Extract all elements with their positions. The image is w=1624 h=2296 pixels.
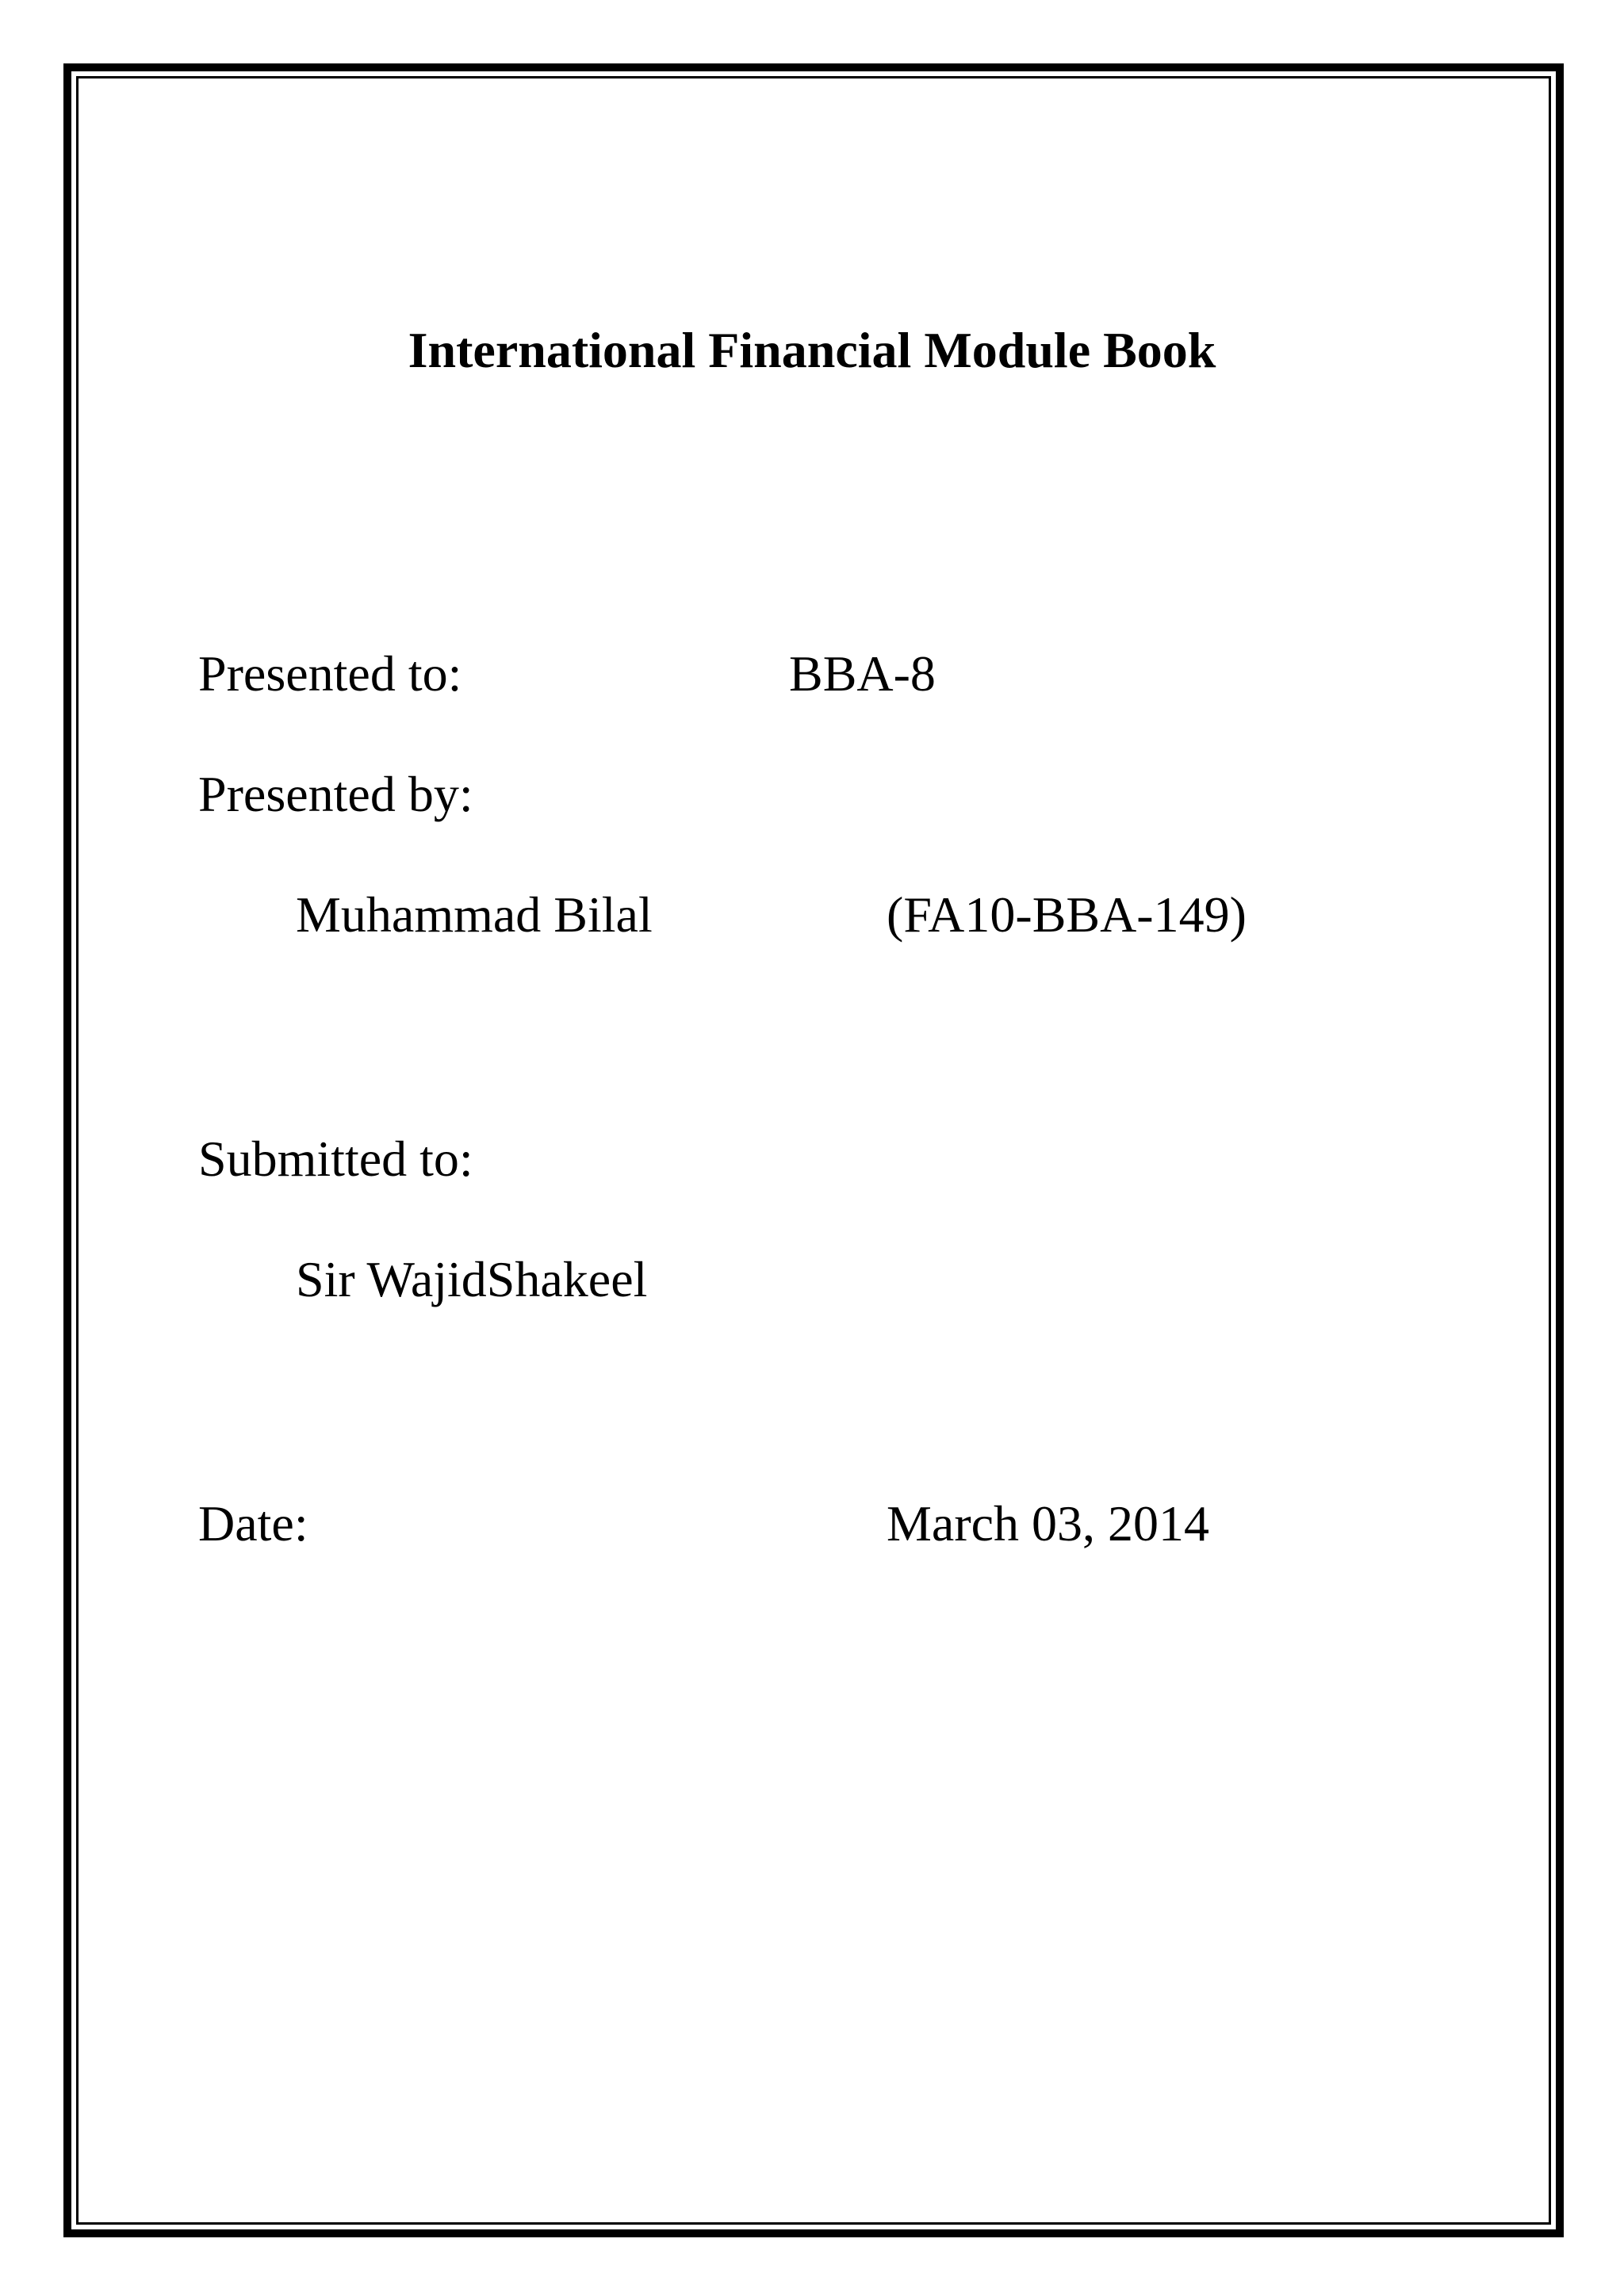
submitted-to-name: Sir WajidShakeel [296,1251,648,1307]
presented-to-value: BBA-8 [789,645,936,702]
presented-to-label: Presented to: [198,645,462,702]
date-value: March 03, 2014 [887,1495,1210,1552]
document-title: International Financial Module Book [408,322,1216,378]
presenter-id: (FA10-BBA-149) [887,886,1247,943]
presented-by-label: Presented by: [198,766,473,822]
submitted-to-label: Submitted to: [198,1131,473,1187]
date-label: Date: [198,1495,308,1552]
presenter-name: Muhammad Bilal [296,886,653,943]
